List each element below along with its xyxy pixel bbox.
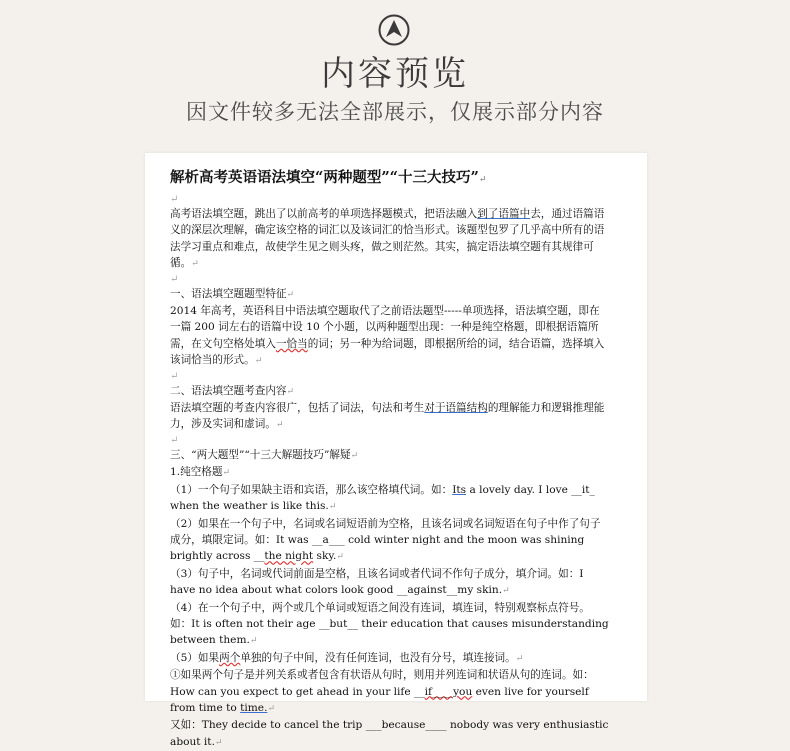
list-item: （5）如果两个单独的句子中间，没有任何连词，也没有分号，填连接词。↵ bbox=[170, 651, 524, 664]
document-title: 解析高考英语语法填空“两种题型”“十三大技巧”↵ bbox=[170, 169, 487, 186]
intro-paragraph: 高考语法填空题，跳出了以前高考的单项选择题模式，把语法融入到了语篇中去，通过语篇语义的深层次理解，确定该空格的词汇以及该词汇的恰当形式。该题型包罗了几乎高中所有的语法学习重点和难点，故使学生见之则头疼，做之则茫然。其实，搞定语法填空题有其规律可循。↵ bbox=[170, 208, 605, 270]
list-item: （4）在一个句子中，两个或几个单词或短语之间没有连词，填连词，特别观察标点符号。如：It is often not their age __but__ their education that causes misunderstanding between them.↵ bbox=[170, 601, 609, 647]
page-title: 内容预览 bbox=[321, 54, 469, 94]
section-1-heading: 一、语法填空题题型特征↵ bbox=[170, 287, 295, 300]
document-body bbox=[170, 167, 610, 751]
empty-line: ↵ bbox=[170, 370, 179, 382]
list-item: （1）一个句子如果缺主语和宾语，那么该空格填代词。如：Its a lovely day. I love __it_ when the weather is like this.↵ bbox=[170, 483, 595, 513]
empty-line: ↵ bbox=[170, 194, 179, 205]
section-2-body: 语法填空题的考查内容很广，包括了词法，句法和考生对于语篇结构的理解能力和逻辑推理能力，涉及实词和虚词。↵ bbox=[170, 402, 605, 431]
empty-line: ↵ bbox=[170, 434, 179, 446]
page-subtitle: 因文件较多无法全部展示，仅展示部分内容 bbox=[186, 100, 604, 124]
document-preview bbox=[145, 153, 647, 748]
list-item: ①如果两个句子是并列关系或者包含有状语从句时，则用并列连词和状语从句的连词。如：How can you expect to get ahead in your life __if____you even live for yourself from time to time.↵ bbox=[170, 669, 594, 714]
logo-icon bbox=[378, 14, 410, 46]
empty-line: ↵ bbox=[170, 273, 179, 285]
list-item: 又如：They decide to cancel the trip ___because____ nobody was very enthusiastic about it.↵ bbox=[170, 719, 609, 748]
section-2-heading: 二、语法填空题考查内容↵ bbox=[170, 384, 295, 397]
section-1-body: 2014 年高考，英语科目中语法填空题取代了之前语法题型-----单项选择，语法填空题，即在一篇 200 词左右的语篇中设 10 个小题，以两种题型出现：一种是纯空格题，即根据语篇所需，在文句空格处填入一恰当的词；另一种为给词题，即根据所给的词，结合语篇，选择填入该词恰当的形式。↵ bbox=[170, 305, 605, 367]
list-item: （2）如果在一个句子中，名词或名词短语前为空格，且该名词或名词短语在句子中作了句子成分，填限定词。如：It was __a___ cold winter night and the moon was shining brightly across __the night sky.↵ bbox=[170, 517, 601, 563]
section-3-heading: 三、“两大题型”“十三大解题技巧”解疑↵ bbox=[170, 448, 359, 461]
subsection-heading: 1.纯空格题↵ bbox=[170, 466, 231, 479]
list-item: （3）句子中，名词或代词前面是空格，且该名词或者代词不作句子成分，填介词。如：I have no idea about what colors look good __against__my skin.↵ bbox=[170, 567, 584, 597]
